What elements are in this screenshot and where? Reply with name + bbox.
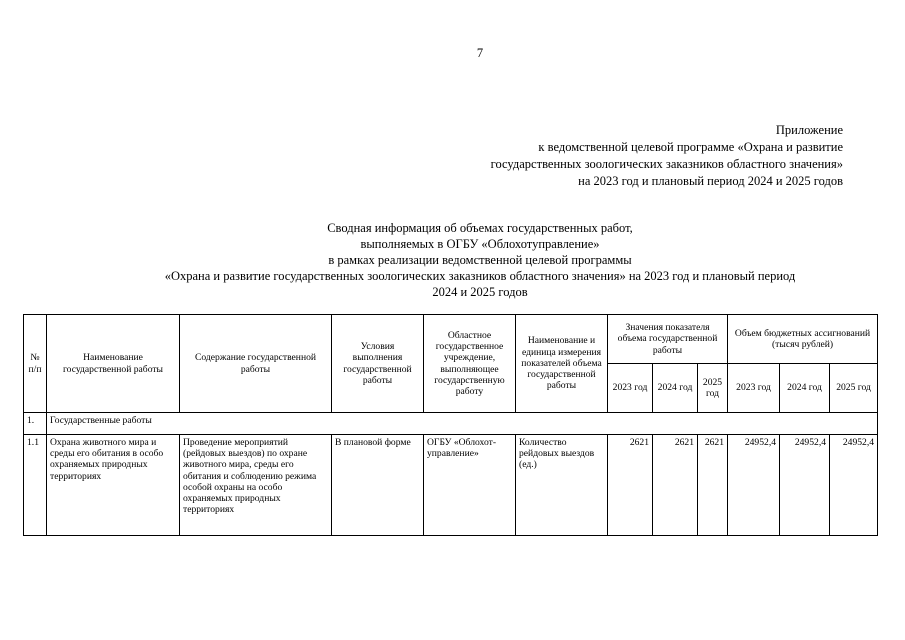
header-number: № п/п [24, 315, 47, 413]
row-budget-2023: 24952,4 [728, 435, 780, 536]
appendix-line: на 2023 год и плановый период 2024 и 2025 годов [578, 174, 843, 188]
header-year: 2025 год [698, 364, 728, 413]
section-row [24, 413, 878, 435]
appendix-line: Приложение [775, 123, 843, 137]
row-budget-2024: 24952,4 [780, 435, 830, 536]
header-year: 2025 год [830, 364, 878, 413]
header-year: 2024 год [780, 364, 830, 413]
header-row [24, 315, 878, 364]
table-row [24, 435, 878, 536]
title-line: «Охрана и развитие государственных зоологических заказников областного значения» на 2023 год и плановый период [164, 269, 796, 283]
header-year: 2023 год [608, 364, 653, 413]
appendix-line: государственных зоологических заказников областного значения» [490, 157, 843, 171]
header-conditions: Условия выполнения государственной работы [332, 315, 424, 413]
title-line: в рамках реализации ведомственной целевой программы [328, 253, 632, 267]
row-number: 1.1 [24, 435, 47, 536]
row-value-2024: 2621 [653, 435, 698, 536]
title-line: 2024 и 2025 годов [432, 285, 528, 299]
header-values-group: Значения показателя объема государственной работы [608, 315, 728, 364]
document-title [60, 220, 900, 300]
section-title: Государственные работы [47, 413, 878, 435]
summary-table [23, 314, 878, 536]
header-work-name: Наименование государственной работы [47, 315, 180, 413]
row-work-name: Охрана животного мира и среды его обитания в особо охраняемых природных территориях [47, 435, 180, 536]
header-indicator: Наименование и единица измерения показателей объема государственной работы [516, 315, 608, 413]
title-line: Сводная информация об объемах государственных работ, [327, 221, 633, 235]
row-budget-2025: 24952,4 [830, 435, 878, 536]
row-institution: ОГБУ «Облохот-управление» [424, 435, 516, 536]
header-year: 2024 год [653, 364, 698, 413]
appendix-block [491, 122, 843, 190]
row-value-2025: 2621 [698, 435, 728, 536]
row-conditions: В плановой форме [332, 435, 424, 536]
title-line: выполняемых в ОГБУ «Облохотуправление» [360, 237, 600, 251]
header-institution: Областное государственное учреждение, выполняющее государственную работу [424, 315, 516, 413]
header-content: Содержание государственной работы [180, 315, 332, 413]
row-content: Проведение мероприятий (рейдовых выездов) по охране животного мира, среды его обитания и соблюдению режима особой охраны на особо охраняемых природных территориях [180, 435, 332, 536]
header-year: 2023 год [728, 364, 780, 413]
row-value-2023: 2621 [608, 435, 653, 536]
section-number: 1. [24, 413, 47, 435]
page-number: 7 [476, 46, 484, 60]
header-budget-group: Объем бюджетных ассигнований (тысяч рублей) [728, 315, 878, 364]
row-indicator: Количество рейдовых выездов (ед.) [516, 435, 608, 536]
appendix-line: к ведомственной целевой программе «Охрана и развитие [538, 140, 843, 154]
